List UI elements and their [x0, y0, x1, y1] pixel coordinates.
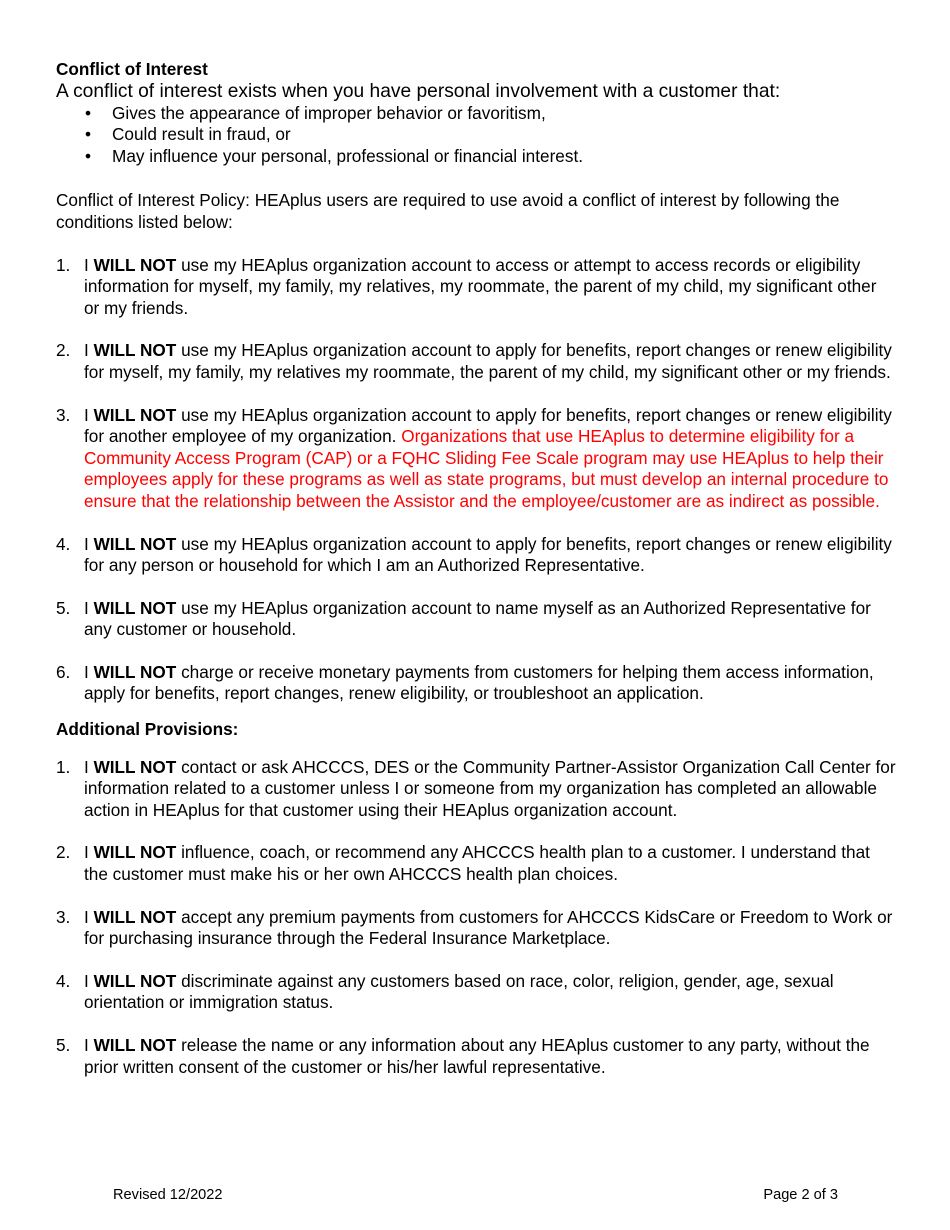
emphasis: WILL NOT — [93, 404, 177, 425]
list-item: 5. I WILL NOT release the name or any information about any HEAplus customer to any party, without the prior written consent of the customer or his/her lawful representative. — [56, 1035, 870, 1077]
item-number: 4. — [56, 970, 71, 991]
document-page — [56, 59, 896, 1078]
list-item: 2. I WILL NOT influence, coach, or recommend any AHCCCS health plan to a customer. I understand that the customer must make his or her own AHCCCS health plan choices. — [56, 842, 870, 885]
emphasis: WILL NOT — [93, 661, 177, 682]
item-number: 3. — [56, 906, 71, 927]
emphasis: WILL NOT — [93, 597, 177, 618]
emphasis: WILL NOT — [93, 842, 177, 863]
highlighted-note: Organizations that use HEAplus to determine eligibility for a Community Access Program (CAP) or a FQHC Sliding Fee Scale program may use HEAplus to help their employees apply for these programs as well as state programs, but must develop an internal procedure to ensure that the relationship between the Assistor and the employee/customer are as indirect as possible. — [84, 426, 889, 511]
policy-conditions-list — [56, 255, 896, 706]
item-number: 4. — [56, 533, 71, 554]
item-number: 6. — [56, 661, 71, 682]
list-item: 3. I WILL NOT accept any premium payments from customers for AHCCCS KidsCare or Freedom to Work or for purchasing insurance through the Federal Insurance Marketplace. — [56, 906, 893, 949]
emphasis: WILL NOT — [93, 533, 177, 554]
bullet-item: • Could result in fraud, or — [56, 124, 896, 146]
emphasis: WILL NOT — [93, 254, 177, 275]
emphasis: WILL NOT — [93, 906, 177, 927]
list-item: 2. I WILL NOT use my HEAplus organization account to apply for benefits, report changes or renew eligibility for myself, my family, my relatives my roommate, the parent of my child, my significant other or my friends. — [56, 340, 892, 382]
emphasis: WILL NOT — [93, 970, 177, 991]
item-number: 3. — [56, 404, 71, 425]
item-number: 2. — [56, 340, 71, 361]
list-item: 3. I WILL NOT use my HEAplus organization account to apply for benefits, report changes or renew eligibility for another employee of my organization. Organizations that use HEAplus to determine eligibility for a Community Access Program (CAP) or a FQHC Sliding Fee Scale program may use HEAplus to help their employees apply for these programs as well as state programs, but must develop an internal procedure to ensure that the relationship between the Assistor and the employee/customer are as indirect as possible. — [56, 404, 892, 511]
emphasis: WILL NOT — [93, 340, 177, 361]
list-item: 1. I WILL NOT contact or ask AHCCCS, DES or the Community Partner-Assistor Organization Call Center for information related to a customer unless I or someone from my organization has completed an allowable action in HEAplus for that customer using their HEAplus organization account. — [56, 756, 896, 820]
emphasis: WILL NOT — [93, 756, 177, 777]
list-item: 4. I WILL NOT discriminate against any customers based on race, color, religion, gender, age, sexual orientation or immigration status. — [56, 970, 834, 1013]
list-item: 4. I WILL NOT use my HEAplus organization account to apply for benefits, report changes or renew eligibility for any person or household for which I am an Authorized Representative. — [56, 533, 892, 576]
list-item: 1. I WILL NOT use my HEAplus organization account to access or attempt to access records or eligibility information for myself, my family, my relatives, my roommate, the parent of my child, my significant other or my friends. — [56, 254, 877, 318]
bullet-list — [56, 103, 896, 168]
additional-provisions-heading: Additional Provisions: — [56, 719, 239, 740]
item-number: 5. — [56, 597, 71, 618]
bullet-item: • Gives the appearance of improper behavior or favoritism, — [56, 103, 896, 125]
intro-text: A conflict of interest exists when you have personal involvement with a customer that: — [56, 80, 781, 102]
page-number: Page 2 of 3 — [763, 1187, 838, 1203]
item-number: 5. — [56, 1035, 71, 1055]
policy-statement: Conflict of Interest Policy: HEAplus users are required to use avoid a conflict of interest by following the conditions listed below: — [56, 190, 840, 232]
revision-date: Revised 12/2022 — [113, 1187, 223, 1203]
item-number: 1. — [56, 254, 71, 275]
item-number: 2. — [56, 842, 71, 863]
section-heading: Conflict of Interest — [56, 59, 208, 79]
item-number: 1. — [56, 756, 71, 777]
emphasis: WILL NOT — [93, 1035, 177, 1055]
list-item: 6. I WILL NOT charge or receive monetary payments from customers for helping them access information, apply for benefits, report changes, renew eligibility, or troubleshoot an application. — [56, 661, 874, 704]
bullet-item: • May influence your personal, professional or financial interest. — [56, 146, 896, 168]
list-item: 5. I WILL NOT use my HEAplus organization account to name myself as an Authorized Representative for any customer or household. — [56, 597, 871, 640]
additional-provisions-list — [56, 757, 896, 1079]
